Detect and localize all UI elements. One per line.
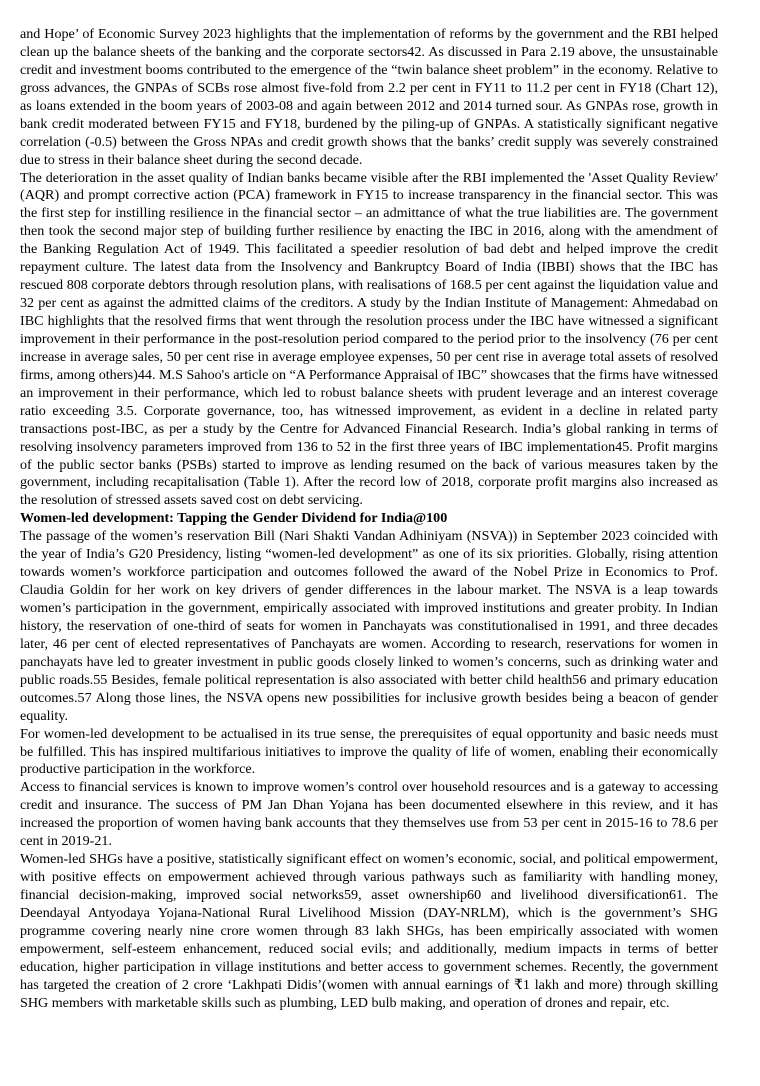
paragraph-asset-quality-ibc: The deterioration in the asset quality of Indian banks became visible after the RBI implemented the 'Asset Quality Review' (AQR) and prompt corrective action (PCA) framework in FY15 to increase transparency in the financial sector. This was the first step for instilling resilience in the financial sector – an admittance of what the true liabilities are. The government then took the second major step of building further resilience by enacting the IBC in 2016, along with the amendment of the Banking Regulation Act of 1949. This facilitated a speedier resolution of bad debt and helped improve the credit repayment culture. The latest data from the Insolvency and Bankruptcy Board of India (IBBI) shows that the IBC has rescued 808 corporate debtors through resolution plans, with realisations of 168.5 per cent against the liquidation value and 32 per cent as against the admitted claims of the creditors. A study by the Indian Institute of Management: Ahmedabad on IBC highlights that the resolved firms that went through the resolution process under the IBC have witnessed a significant improvement in their performance in the post-resolution period compared to the period prior to the insolvency (76 per cent increase in average sales, 50 per cent rise in average employee expenses, 50 per cent rise in average total assets of resolved firms, among others)44. M.S Sahoo's article on “A Performance Appraisal of IBC” showcases that the firms have witnessed an improvement in their performance, which led to robust balance sheets with prudent leverage and an interest coverage ratio exceeding 3.5. Corporate governance, too, has witnessed improvement, as evident in a decline in related party transactions post-IBC, as per a study by the Centre for Advanced Financial Research. India’s global ranking in terms of resolving insolvency parameters improved from 136 to 52 in the first three years of IBC implementation45. Profit margins of the public sector banks (PSBs) started to improve as lending resumed on the back of various measures taken by the government, including recapitalisation (Table 1). After the record low of 2018, corporate profit margins also increased as the resolution of stressed assets saved cost on debt servicing. bbox=[20, 169, 718, 509]
section-heading-women-led-development: Women-led development: Tapping the Gender Dividend for India@100 bbox=[20, 510, 448, 527]
paragraph-equal-opportunity: For women-led development to be actualised in its true sense, the prerequisites of equal opportunity and basic needs must be fulfilled. This has inspired multifarious initiatives to improve the quality of life of women, enabling their economically productive participation in the workforce. bbox=[20, 725, 718, 778]
paragraph-financial-services: Access to financial services is known to improve women’s control over household resources and is a gateway to accessing credit and insurance. The success of PM Jan Dhan Yojana has been documented elsewhere in this review, and it has increased the proportion of women having bank accounts that they themselves use from 53 per cent in 2015-16 to 78.6 per cent in 2019-21. bbox=[20, 779, 718, 850]
paragraph-twin-balance-sheet: and Hope’ of Economic Survey 2023 highlights that the implementation of reforms by the government and the RBI helped clean up the balance sheets of the banking and the corporate sectors42. As discussed in Para 2.19 above, the unsustainable credit and investment booms contributed to the emergence of the “twin balance sheet problem” in the economy. Relative to gross advances, the GNPAs of SCBs rose almost five-fold from 2.2 per cent in FY11 to 11.2 per cent in FY18 (Chart 12), as loans extended in the boom years of 2003-08 and again between 2012 and 2014 turned sour. As GNPAs rose, growth in bank credit moderated between FY15 and FY18, burdened by the piling-up of GNPAs. A statistically significant negative correlation (-0.5) between the Gross NPAs and credit growth shows that the banks’ credit supply was severely constrained due to stress in their balance sheet during the second decade. bbox=[20, 26, 718, 168]
paragraph-women-reservation-bill: The passage of the women’s reservation Bill (Nari Shakti Vandan Adhiniyam (NSVA)) in September 2023 coincided with the year of India’s G20 Presidency, listing “women-led development” as one of its six priorities. Globally, rising attention towards women’s workforce participation and outcomes followed the award of the Nobel Prize in Economics to Prof. Claudia Goldin for her work on key drivers of gender differences in the labour market. The NSVA is a leap towards women’s participation in the government, empirically associated with improved institutions and greater probity. In Indian history, the reservation of one-third of seats for women in Panchayats was constitutionalised in 1991, and three decades later, 46 per cent of elected representatives of Panchayats are women. According to research, reservations for women in panchayats have led to greater investment in public goods closely linked to women’s concerns, such as drinking water and public roads.55 Besides, female political representation is also associated with better child health56 and primary education outcomes.57 Along those lines, the NSVA opens new possibilities for inclusive growth besides being a beacon of gender equality. bbox=[20, 528, 718, 724]
paragraph-women-led-shgs: Women-led SHGs have a positive, statistically significant effect on women’s economic, social, and political empowerment, with positive effects on empowerment achieved through various pathways such as familiarity with handling money, financial decision-making, improved social networks59, asset ownership60 and livelihood diversification61. The Deendayal Antyodaya Yojana-National Rural Livelihood Mission (DAY-NRLM), which is the government’s SHG programme covering nearly nine crore women through 83 lakh SHGs, has been empirically associated with women empowerment, self-esteem enhancement, reduced social evils; and additionally, medium impacts in terms of better education, higher participation in village institutions and better access to government schemes. Recently, the government has targeted the creation of 2 crore ‘Lakhpati Didis’(women with annual earnings of ₹1 lakh and more) through skilling SHG members with marketable skills such as plumbing, LED bulb making, and operation of drones and repair, etc. bbox=[20, 851, 718, 1011]
